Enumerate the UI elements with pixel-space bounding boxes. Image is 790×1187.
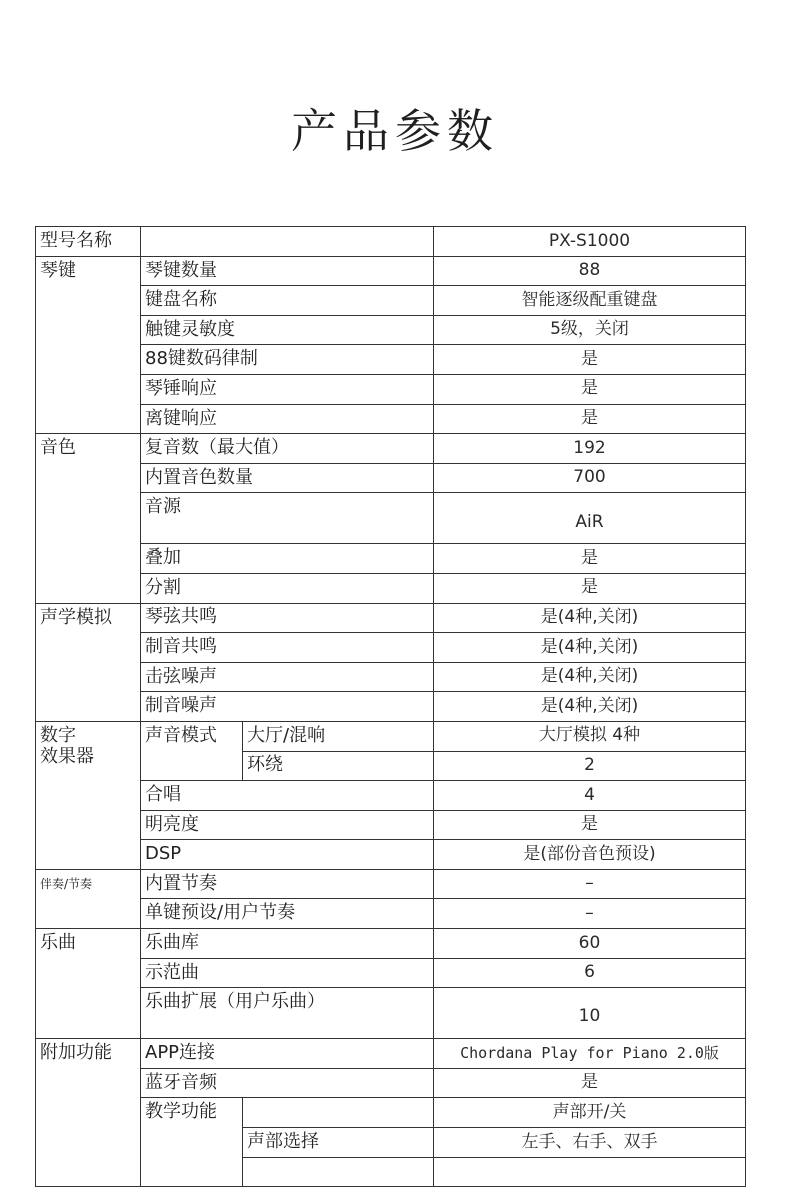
page-title: 产品参数 bbox=[291, 104, 499, 158]
row-label bbox=[243, 1098, 434, 1128]
row-label: 琴锤响应 bbox=[141, 374, 434, 404]
category-accompaniment: 伴奏/节奏 bbox=[36, 869, 141, 928]
model-label: 型号名称 bbox=[36, 227, 141, 257]
table-row bbox=[36, 1039, 746, 1069]
table-row bbox=[36, 1098, 746, 1128]
table-row bbox=[36, 692, 746, 722]
category-effects: 数字 效果器 bbox=[36, 721, 141, 869]
row-value: AiR bbox=[434, 493, 746, 544]
row-label: DSP bbox=[141, 840, 434, 870]
row-label: 分割 bbox=[141, 573, 434, 603]
row-label: 叠加 bbox=[141, 544, 434, 574]
row-value: 是(4种,关闭) bbox=[434, 603, 746, 633]
row-value: 60 bbox=[434, 929, 746, 959]
model-value: PX-S1000 bbox=[434, 227, 746, 257]
row-label: 复音数（最大值） bbox=[141, 434, 434, 464]
table-row bbox=[36, 929, 746, 959]
table-row bbox=[36, 404, 746, 434]
row-value: 智能逐级配重键盘 bbox=[434, 286, 746, 316]
row-label: APP连接 bbox=[141, 1039, 434, 1069]
row-value: 是 bbox=[434, 544, 746, 574]
category-tone: 音色 bbox=[36, 434, 141, 603]
row-value: 4 bbox=[434, 781, 746, 811]
table-row bbox=[36, 493, 746, 544]
row-label: 击弦噪声 bbox=[141, 662, 434, 692]
table-row bbox=[36, 315, 746, 345]
row-value: – bbox=[434, 869, 746, 899]
row-value: 88 bbox=[434, 256, 746, 286]
table-row-model bbox=[36, 227, 746, 257]
row-value: 是 bbox=[434, 810, 746, 840]
row-label: 内置节奏 bbox=[141, 869, 434, 899]
row-value: 是(4种,关闭) bbox=[434, 692, 746, 722]
row-value: – bbox=[434, 899, 746, 929]
row-value: 5级，关闭 bbox=[434, 315, 746, 345]
category-songs: 乐曲 bbox=[36, 929, 141, 1039]
row-value: 10 bbox=[434, 988, 746, 1039]
model-blank bbox=[141, 227, 434, 257]
table-row bbox=[36, 434, 746, 464]
table-row bbox=[36, 374, 746, 404]
row-value: 是 bbox=[434, 374, 746, 404]
teaching-label: 教学功能 bbox=[141, 1098, 243, 1187]
table-row bbox=[36, 840, 746, 870]
row-value: Chordana Play for Piano 2.0版 bbox=[434, 1039, 746, 1069]
row-label: 制音共鸣 bbox=[141, 633, 434, 663]
table-row bbox=[36, 603, 746, 633]
row-label: 内置音色数量 bbox=[141, 463, 434, 493]
row-label: 琴键数量 bbox=[141, 256, 434, 286]
table-row bbox=[36, 633, 746, 663]
row-value: 2 bbox=[434, 751, 746, 781]
row-value: 192 bbox=[434, 434, 746, 464]
spec-table bbox=[35, 226, 746, 1187]
row-label bbox=[243, 1157, 434, 1187]
row-label: 蓝牙音频 bbox=[141, 1068, 434, 1098]
row-value: 700 bbox=[434, 463, 746, 493]
row-value: 左手、右手、双手 bbox=[434, 1128, 746, 1158]
table-row bbox=[36, 573, 746, 603]
row-label: 键盘名称 bbox=[141, 286, 434, 316]
row-value: 6 bbox=[434, 958, 746, 988]
row-label: 触键灵敏度 bbox=[141, 315, 434, 345]
row-value: 声部开/关 bbox=[434, 1098, 746, 1128]
row-label: 环绕 bbox=[243, 751, 434, 781]
row-label: 明亮度 bbox=[141, 810, 434, 840]
row-value: 是(部份音色预设) bbox=[434, 840, 746, 870]
table-row bbox=[36, 899, 746, 929]
table-row bbox=[36, 721, 746, 751]
row-label: 单键预设/用户节奏 bbox=[141, 899, 434, 929]
table-row bbox=[36, 544, 746, 574]
row-label: 制音噪声 bbox=[141, 692, 434, 722]
row-value: 是 bbox=[434, 345, 746, 375]
row-label: 离键响应 bbox=[141, 404, 434, 434]
table-row bbox=[36, 781, 746, 811]
table-row bbox=[36, 810, 746, 840]
row-label: 示范曲 bbox=[141, 958, 434, 988]
category-acoustic: 声学模拟 bbox=[36, 603, 141, 721]
row-label: 乐曲库 bbox=[141, 929, 434, 959]
row-value: 是 bbox=[434, 573, 746, 603]
row-value: 大厅模拟 4种 bbox=[434, 721, 746, 751]
table-row bbox=[36, 345, 746, 375]
row-value: 是 bbox=[434, 1068, 746, 1098]
row-label: 琴弦共鸣 bbox=[141, 603, 434, 633]
category-extras: 附加功能 bbox=[36, 1039, 141, 1187]
row-label: 音源 bbox=[141, 493, 434, 544]
table-row bbox=[36, 869, 746, 899]
row-value: 是(4种,关闭) bbox=[434, 662, 746, 692]
row-value bbox=[434, 1157, 746, 1187]
table-row bbox=[36, 256, 746, 286]
row-label: 88键数码律制 bbox=[141, 345, 434, 375]
table-row bbox=[36, 1068, 746, 1098]
row-label: 乐曲扩展（用户乐曲） bbox=[141, 988, 434, 1039]
category-keys: 琴键 bbox=[36, 256, 141, 434]
row-value: 是(4种,关闭) bbox=[434, 633, 746, 663]
table-row bbox=[36, 463, 746, 493]
table-row bbox=[36, 958, 746, 988]
row-value: 是 bbox=[434, 404, 746, 434]
row-label: 声部选择 bbox=[243, 1128, 434, 1158]
row-label: 合唱 bbox=[141, 781, 434, 811]
table-row bbox=[36, 662, 746, 692]
row-label: 大厅/混响 bbox=[243, 721, 434, 751]
table-row bbox=[36, 988, 746, 1039]
mode-label: 声音模式 bbox=[141, 721, 243, 780]
table-row bbox=[36, 286, 746, 316]
